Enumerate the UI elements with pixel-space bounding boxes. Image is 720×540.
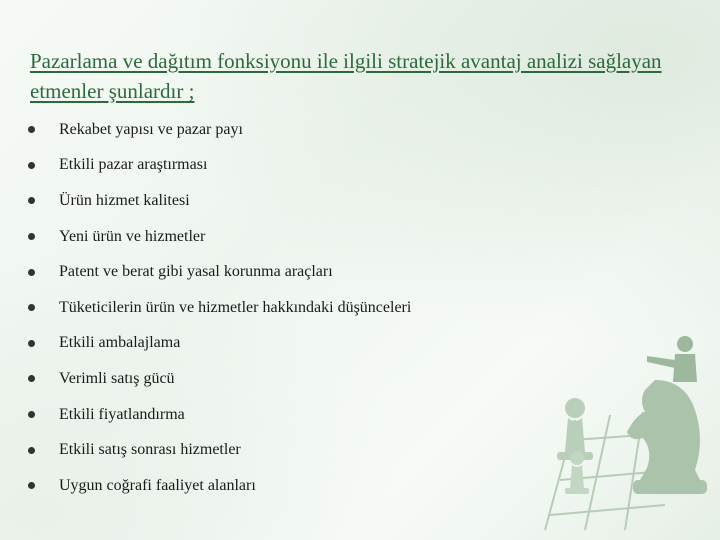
list-item-label: Etkili ambalajlama [59, 334, 181, 352]
bullet-icon [28, 375, 35, 382]
list-item [28, 112, 548, 148]
slide-title: Pazarlama ve dağıtım fonksiyonu ile ilgili stratejik avantaj analizi sağlayan etmenler şunlardır ; [30, 49, 662, 103]
list-item-label: Ürün hizmet kalitesi [59, 191, 190, 209]
bullet-list [28, 112, 548, 504]
bullet-icon [28, 482, 35, 489]
list-item-label: Rekabet yapısı ve pazar payı [59, 120, 243, 138]
bullet-icon [28, 340, 35, 347]
list-item-label: Tüketicilerin ürün ve hizmetler hakkındaki düşünceleri [59, 298, 412, 316]
list-item-label: Yeni ürün ve hizmetler [59, 227, 206, 245]
list-item [28, 468, 548, 504]
list-item-label: Etkili fiyatlandırma [59, 405, 185, 423]
bullet-icon [28, 126, 35, 133]
list-item [28, 254, 548, 290]
list-item-label: Uygun coğrafi faaliyet alanları [59, 476, 256, 494]
list-item [28, 148, 548, 184]
list-item-label: Etkili pazar araştırması [59, 156, 208, 174]
list-item [28, 183, 548, 219]
list-item-label: Patent ve berat gibi yasal korunma araçları [59, 263, 333, 281]
list-item [28, 432, 548, 468]
list-item-label: Etkili satış sonrası hizmetler [59, 441, 241, 459]
list-item [28, 326, 548, 362]
bullet-icon [28, 447, 35, 454]
list-item [28, 219, 548, 255]
list-item [28, 290, 548, 326]
chess-pieces-icon [535, 320, 715, 535]
bullet-icon [28, 233, 35, 240]
list-item [28, 397, 548, 433]
bullet-icon [28, 197, 35, 204]
bullet-icon [28, 411, 35, 418]
list-item [28, 361, 548, 397]
bullet-icon [28, 269, 35, 276]
bullet-icon [28, 304, 35, 311]
bullet-icon [28, 162, 35, 169]
list-item-label: Verimli satış gücü [59, 369, 175, 387]
